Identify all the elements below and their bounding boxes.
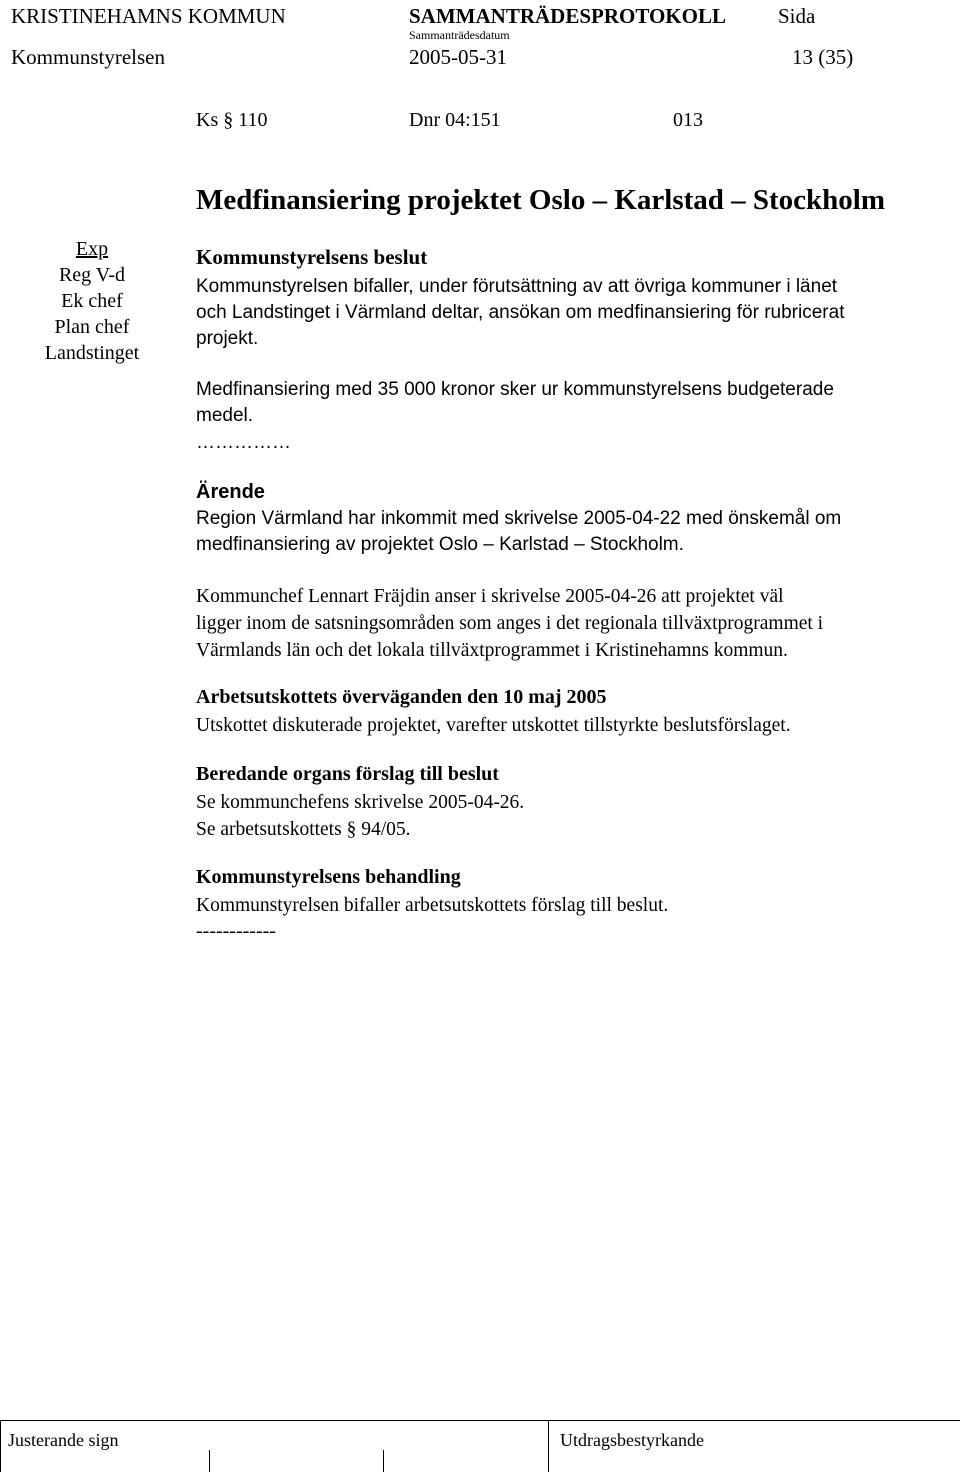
- text-line: medel.: [196, 405, 254, 426]
- text-line: Se arbetsutskottets § 94/05.: [196, 819, 411, 840]
- text-line: projekt.: [196, 328, 259, 349]
- section-heading-au: Arbetsutskottets överväganden den 10 maj 2005: [196, 686, 607, 708]
- justerande-sign-label: Justerande sign: [8, 1430, 119, 1450]
- page-number: 13 (35): [792, 45, 854, 69]
- beredande-paragraph: [196, 789, 524, 843]
- text-line: Region Värmland har inkommit med skrivelse 2005-04-22 med önskemål om: [196, 508, 842, 529]
- section-heading-beslut: Kommunstyrelsens beslut: [196, 245, 428, 269]
- margin-item: Landstinget: [44, 342, 140, 364]
- beslut-paragraph-2: [196, 377, 834, 429]
- case-ks: Ks § 110: [196, 109, 268, 131]
- dots-separator: ……………: [196, 432, 291, 453]
- arende-paragraph-2: [196, 583, 823, 664]
- text-line: och Landstinget i Värmland deltar, ansökan om medfinansiering för rubricerat: [196, 302, 845, 323]
- body-name: Kommunstyrelsen: [11, 45, 165, 69]
- sign-box-tick-2: [383, 1450, 384, 1472]
- footer-divider-left: [0, 1420, 1, 1472]
- document-type: SAMMANTRÄDESPROTOKOLL: [409, 4, 726, 28]
- ks-label: Ks: [196, 109, 219, 131]
- sign-box-tick-1: [209, 1450, 210, 1472]
- section-number: 110: [238, 109, 268, 131]
- margin-item: Reg V-d: [58, 264, 126, 286]
- date-label: Sammanträdesdatum: [409, 28, 510, 42]
- footer-divider-mid: [548, 1420, 549, 1472]
- text-line: Värmlands län och det lokala tillväxtprogrammet i Kristinehamns kommun.: [196, 640, 788, 661]
- section-heading-behandling: Kommunstyrelsens behandling: [196, 866, 461, 888]
- beslut-paragraph: [196, 274, 844, 352]
- margin-item: Plan chef: [54, 316, 130, 338]
- document-title: Medfinansiering projektet Oslo – Karlstad – Stockholm: [196, 184, 886, 216]
- text-line: Kommunchef Lennart Fräjdin anser i skrivelse 2005-04-26 att projektet väl: [196, 586, 784, 607]
- municipality-name: KRISTINEHAMNS KOMMUN: [11, 4, 286, 28]
- meeting-date: 2005-05-31: [409, 45, 507, 69]
- case-code: 013: [673, 109, 703, 131]
- text-line: Se kommunchefens skrivelse 2005-04-26.: [196, 792, 525, 813]
- footer-top-rule: [0, 1420, 960, 1421]
- text-line: ligger inom de satsningsområden som anges i det regionala tillväxtprogrammet i: [196, 613, 824, 634]
- end-dashes: ------------: [196, 920, 276, 942]
- section-heading-arende: Ärende: [196, 481, 265, 503]
- behandling-text: Kommunstyrelsen bifaller arbetsutskottets förslag till beslut.: [196, 895, 669, 916]
- utdragsbestyrkande-label: Utdragsbestyrkande: [560, 1430, 704, 1450]
- page-label: Sida: [778, 4, 816, 28]
- au-text: Utskottet diskuterade projektet, varefter utskottet tillstyrkte beslutsförslaget.: [196, 715, 791, 736]
- arende-paragraph: [196, 506, 841, 558]
- margin-exp: Exp: [75, 238, 109, 260]
- distribution-list: [26, 236, 158, 366]
- section-heading-beredande: Beredande organs förslag till beslut: [196, 763, 499, 785]
- text-line: Kommunstyrelsen bifaller, under förutsättning av att övriga kommuner i länet: [196, 276, 838, 297]
- text-line: Medfinansiering med 35 000 kronor sker ur kommunstyrelsens budgeterade: [196, 379, 834, 400]
- margin-item: Ek chef: [61, 290, 123, 312]
- text-line: medfinansiering av projektet Oslo – Karlstad – Stockholm.: [196, 534, 684, 555]
- case-dnr: Dnr 04:151: [409, 109, 501, 131]
